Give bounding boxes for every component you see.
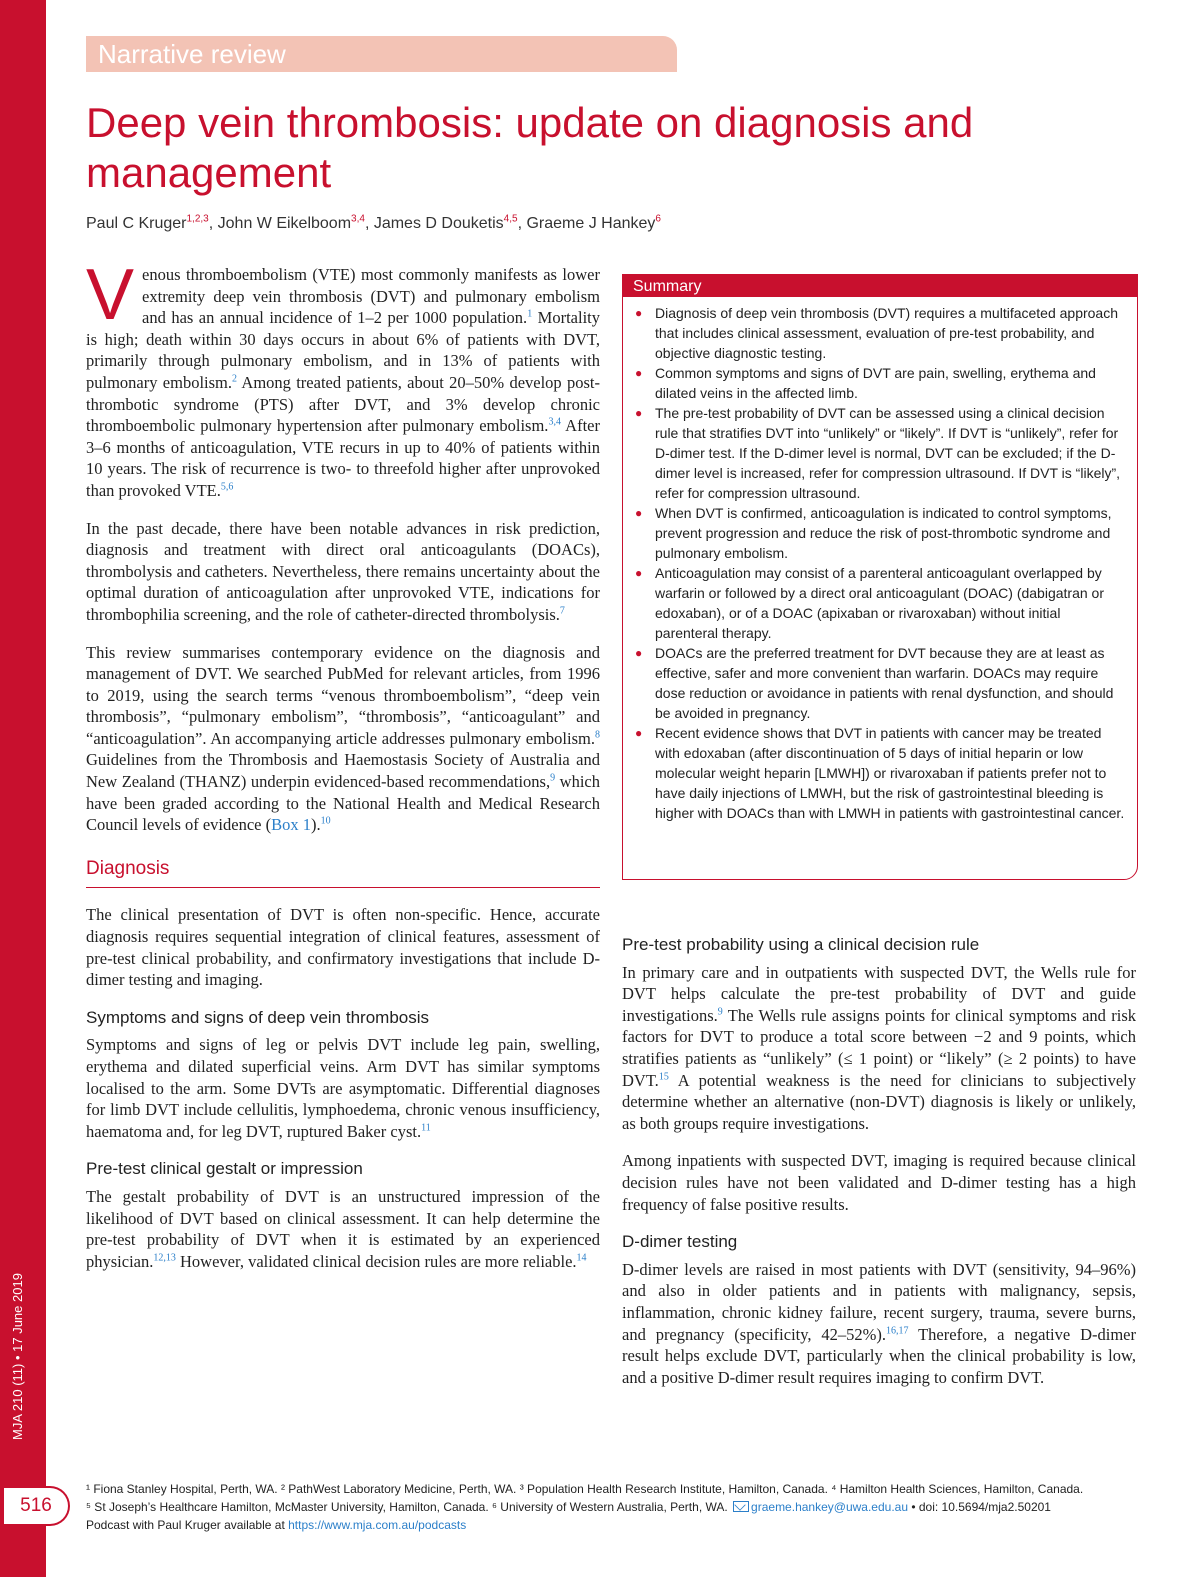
doi-text: • doi: 10.5694/mja2.50201 xyxy=(908,1500,1051,1514)
author-affiliation: 3,4 xyxy=(351,213,365,225)
section-label: Narrative review xyxy=(86,36,677,72)
citation-link[interactable]: 5,6 xyxy=(220,481,234,493)
author-name: James D Douketis xyxy=(373,215,504,232)
body-text: which have been graded according to the National Health and Medical Research Council levels of evidence ( xyxy=(86,772,600,835)
box-link[interactable]: Box 1 xyxy=(271,815,311,835)
body-text: In the past decade, there have been notable advances in risk prediction, diagnosis and treatment with direct oral anticoagulants (DOACs), thrombolysis and catheters. Nevertheless, there remains uncertainty about the optimal duration of anticoagulation after unprovoked VTE, indications for thrombophilia screening, and the role of catheter-directed thrombolysis. xyxy=(86,518,600,624)
author-affiliation: 4,5 xyxy=(503,213,518,225)
summary-heading: Summary xyxy=(623,275,1137,297)
drop-cap: V xyxy=(86,255,135,335)
subheading-symptoms: Symptoms and signs of deep vein thrombosis xyxy=(86,1007,430,1027)
intro-paragraph-3 xyxy=(86,642,600,836)
subheading-ddimer: D-dimer testing xyxy=(622,1232,738,1252)
summary-item: ● The pre-test probability of DVT can be assessed using a clinical decision rule that stratifies DVT into “unlikely” or “likely”. If DVT is “unlikely”, refer for D-dimer test. If the D-dimer level is normal, DVT can be excluded; if the D-dimer level is increased, refer for compression ultrasound. If DVT is “likely”, refer for compression ultrasound. xyxy=(635,403,1127,503)
affiliations-line-1: ¹ Fiona Stanley Hospital, Perth, WA. ² PathWest Laboratory Medicine, Perth, WA. ³ Population Health Research Institute, Hamilton, Canada. ⁴ Hamilton Health Sciences, Hamilton, Canada. xyxy=(86,1482,1084,1496)
summary-item: ● Diagnosis of deep vein thrombosis (DVT) requires a multifaceted approach that includes clinical assessment, evaluation of pre-test probability, and objective diagnostic testing. xyxy=(635,303,1127,363)
body-text: The gestalt probability of DVT is an unstructured impression of the likelihood of DVT based on clinical assessment. It can help determine the pre-test probability of DVT when it is estimated by an experienced physician. xyxy=(86,1186,600,1271)
body-text: Symptoms and signs of leg or pelvis DVT include leg pain, swelling, erythema and dilated superficial veins. Arm DVT has similar symptoms localised to the arm. Some DVTs are asymptomatic. Differential diagnoses for limb DVT include cellulitis, lymphoedema, chronic venous insufficiency, haematoma and, for leg DVT, ruptured Baker cyst. xyxy=(86,1035,600,1141)
body-text: However, validated clinical decision rules are more reliable. xyxy=(175,1251,577,1271)
body-text: enous thromboembolism (VTE) most commonly manifests as lower extremity deep vein thrombosis (DVT) and pulmonary embolism and has an annual incidence of 1–2 per 1000 population. xyxy=(142,265,600,328)
email-icon xyxy=(733,1501,749,1512)
body-text: Among treated patients, about 20–50% develop post-thrombotic syndrome (PTS) after DVT, and 3% develop chronic thromboembolic pulmonary hypertension after pulmonary embolism. xyxy=(86,372,600,436)
author-name: Graeme J Hankey xyxy=(526,215,656,232)
subheading-wells: Pre-test probability using a clinical decision rule xyxy=(622,935,980,954)
body-text: The Wells rule assigns points for clinical symptoms and risk factors for DVT to produce a total score between −2 and 9 points, which stratifies patients as “unlikely” (≤ 1 point) or “likely” (≥ 2 points) to have DVT. xyxy=(622,1005,1136,1090)
podcast-label: Podcast with Paul Kruger available at xyxy=(86,1518,289,1532)
intro-paragraph-2 xyxy=(86,518,600,626)
ddimer-paragraph xyxy=(622,1259,1136,1389)
gestalt-paragraph xyxy=(86,1186,600,1272)
body-text: This review summarises contemporary evidence on the diagnosis and management of DVT. We searched PubMed for relevant articles, from 1996 to 2019, using the search terms “venous thromboembolism”, “deep vein thrombosis”, “pulmonary embolism”, “thrombosis”, “anticoagulant” and “anticoagulation”. An accompanying article addresses pulmonary embolism. xyxy=(86,642,600,748)
body-text: D-dimer levels are raised in most patients with DVT (sensitivity, 94–96%) and also in older patients and in patients with malignancy, sepsis, inflammation, chronic kidney failure, recent surgery, trauma, severe burns, and pregnancy (specificity, 42–52%). xyxy=(622,1259,1136,1344)
journal-info: MJA 210 (11) • 17 June 2019 xyxy=(10,1273,25,1440)
citation-link[interactable]: 1 xyxy=(527,308,533,320)
author-affiliation: 1,2,3 xyxy=(186,213,209,225)
summary-list xyxy=(623,297,1137,823)
affiliations-line-2 xyxy=(86,1498,1146,1516)
body-text: After 3–6 months of anticoagulation, VTE recurs in up to 40% of patients within 10 years. The risk of recurrence is two- to threefold higher after unprovoked than provoked VTE. xyxy=(86,416,600,500)
citation-link[interactable]: 12,13 xyxy=(153,1252,176,1264)
citation-link[interactable]: 15 xyxy=(658,1071,669,1083)
footnotes xyxy=(86,1480,1146,1534)
page-number: 516 xyxy=(4,1486,70,1526)
citation-link[interactable]: 9 xyxy=(717,1006,723,1018)
summary-item: ● Recent evidence shows that DVT in patients with cancer may be treated with edoxaban (after discontinuation of 5 days of initial heparin or low molecular weight heparin [LMWH]) or rivaroxaban if patients prefer not to have daily injections of LMWH, but the risk of gastrointestinal bleeding is higher with DOACs than with LMWH in patients with gastrointestinal cancer. xyxy=(635,723,1127,823)
summary-box xyxy=(622,274,1138,880)
left-column xyxy=(86,255,600,1288)
section-heading-diagnosis: Diagnosis xyxy=(86,858,600,889)
affiliation-text: ⁵ St Joseph’s Healthcare Hamilton, McMaster University, Hamilton, Canada. ⁶ University of Western Australia, Perth, WA. xyxy=(86,1500,728,1514)
author-name: John W Eikelboom xyxy=(217,215,352,232)
body-text: Guidelines from the Thrombosis and Haemostasis Society of Australia and New Zealand (THANZ) underpin evidenced-based recommendations, xyxy=(86,750,600,792)
symptoms-paragraph xyxy=(86,1034,600,1142)
inpatient-paragraph: Among inpatients with suspected DVT, imaging is required because clinical decision rules have not been validated and D-dimer testing has a high frequency of false positive results. xyxy=(622,1151,1136,1214)
summary-item: ● Anticoagulation may consist of a parenteral anticoagulant overlapped by warfarin or followed by a direct oral anticoagulant (DOAC) (dabigatran or edoxaban), or of a DOAC (apixaban or rivaroxaban) without initial parenteral therapy. xyxy=(635,563,1127,643)
right-column xyxy=(622,934,1136,1404)
citation-link[interactable]: 14 xyxy=(576,1252,587,1264)
body-text: Mortality is high; death within 30 days occurs in about 6% of patients with DVT, primarily through pulmonary embolism, and in 13% of patients with pulmonary embolism. xyxy=(86,308,600,392)
wells-paragraph xyxy=(622,962,1136,1135)
body-text: ). xyxy=(311,815,321,835)
citation-link[interactable]: 16,17 xyxy=(886,1325,909,1336)
summary-item: ● When DVT is confirmed, anticoagulation is indicated to control symptoms, prevent progression and reduce the risk of post-thrombotic syndrome and pulmonary embolism. xyxy=(635,503,1127,563)
author-name: Paul C Kruger xyxy=(86,215,187,232)
body-text: In primary care and in outpatients with suspected DVT, the Wells rule for DVT helps calculate the pre-test probability of DVT and guide investigations. xyxy=(622,962,1136,1025)
citation-link[interactable]: 2 xyxy=(232,373,238,385)
citation-link[interactable]: 10 xyxy=(320,815,331,827)
sidebar-band xyxy=(0,0,46,1577)
intro-paragraph-1 xyxy=(86,255,600,502)
citation-link[interactable]: 9 xyxy=(550,772,556,784)
subheading-gestalt: Pre-test clinical gestalt or impression xyxy=(86,1159,363,1179)
citation-link[interactable]: 7 xyxy=(559,605,565,617)
article-title: Deep vein thrombosis: update on diagnosis and management xyxy=(86,99,974,196)
summary-item: ● DOACs are the preferred treatment for DVT because they are at least as effective, safer and more convenient than warfarin. DOACs may require dose reduction or avoidance in patients with renal dysfunction, and should be avoided in pregnancy. xyxy=(635,643,1127,723)
diagnosis-paragraph: The clinical presentation of DVT is often non-specific. Hence, accurate diagnosis requires sequential integration of clinical features, assessment of pre-test clinical probability, and confirmatory investigations that include D-dimer testing and imaging. xyxy=(86,905,600,990)
podcast-line xyxy=(86,1516,1146,1534)
citation-link[interactable]: 11 xyxy=(421,1122,431,1134)
citation-link[interactable]: 8 xyxy=(595,729,600,741)
body-text: Therefore, a negative D-dimer result helps exclude DVT, particularly when the clinical probability is low, and a positive D-dimer result requires imaging to confirm DVT. xyxy=(622,1324,1136,1387)
body-text: A potential weakness is the need for clinicians to subjectively determine whether an alternative (non-DVT) diagnosis is likely or unlikely, as both groups require investigations. xyxy=(622,1070,1136,1133)
email-link[interactable]: graeme.hankey@uwa.edu.au xyxy=(751,1500,908,1514)
author-affiliation: 6 xyxy=(655,213,661,225)
podcast-link[interactable]: https://www.mja.com.au/podcasts xyxy=(288,1518,467,1532)
citation-link[interactable]: 3,4 xyxy=(548,416,561,428)
author-list: Paul C Kruger$^{1,2,3}$, John W Eikelboom$^{3,4}$, James D Douketis$^{4,5}$, Graeme J Hankey$^6$ xyxy=(86,213,661,232)
summary-item: ● Common symptoms and signs of DVT are pain, swelling, erythema and dilated veins in the affected limb. xyxy=(635,363,1127,403)
